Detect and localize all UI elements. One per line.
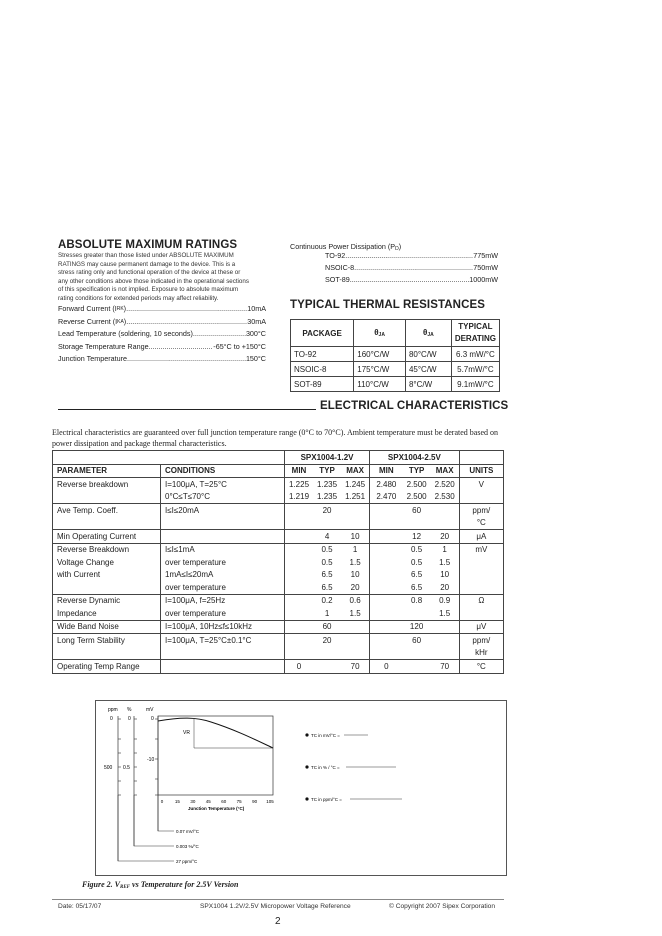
caption-text: Figure 2. V — [82, 880, 121, 889]
value-cell — [285, 569, 314, 582]
tick-pct-05: 0.5 — [123, 765, 130, 771]
parameter-cell: with Current — [57, 570, 101, 580]
value-cell — [313, 660, 341, 674]
rating-label: Reverse Current (I — [58, 316, 118, 326]
thermal-row — [291, 347, 500, 362]
value-cell: 1.5 — [349, 608, 361, 618]
value-cell: 70 — [341, 660, 370, 674]
value-cell: 1.235 — [317, 492, 338, 502]
rating-row — [58, 316, 266, 329]
value-cell — [370, 556, 403, 569]
value-cell — [370, 569, 403, 582]
abs-max-note — [58, 252, 278, 304]
parameter-cell: Operating Temp Range — [53, 660, 161, 674]
value-cell: 1.5 — [439, 608, 451, 618]
value-cell — [341, 504, 370, 517]
rating-sub: RK — [116, 306, 124, 312]
value-cell: 0.5 — [321, 557, 333, 567]
power-title-text: Continuous Power Dissipation (P — [290, 242, 396, 251]
figure-svg — [96, 701, 506, 875]
x-tick-label: 0 — [160, 799, 164, 804]
footer-copyright: © Copyright 2007 Sipex Corporation — [389, 903, 496, 910]
legend-pct: 0.003 %/°C — [176, 844, 199, 849]
note-line: of this specification is not implied. Exposure to absolute maximum — [58, 286, 239, 294]
value-cell — [285, 504, 314, 517]
legend-mv: 0.07 mV/°C — [176, 829, 200, 834]
parameter-cell — [53, 647, 161, 660]
parameter-cell: Reverse Dynamic — [53, 594, 161, 607]
tick-mv-0: 0 — [151, 716, 154, 722]
header-min: MIN — [285, 464, 314, 478]
x-tick-label: 105 — [266, 799, 274, 804]
value-cell: 0.9 — [431, 594, 460, 607]
value-cell: 1.5 — [439, 557, 451, 567]
tick-ppm-0: 0 — [110, 716, 113, 722]
x-tick-label: 30 — [190, 799, 196, 804]
equation-ppm: TC in ppm/°C = — [311, 797, 342, 802]
unit-cell: ppm/ — [459, 634, 503, 647]
rating-value: 300°C — [245, 329, 266, 338]
tick-pct-0: 0 — [128, 716, 131, 722]
thermal-title: TYPICAL THERMAL RESISTANCES — [290, 299, 486, 311]
electrical-row — [53, 647, 504, 660]
value-cell: 70 — [431, 660, 460, 674]
group-header-25v: SPX1004-2.5V — [370, 451, 460, 465]
thermal-header-row — [291, 320, 500, 347]
value-cell: 1 — [341, 543, 370, 556]
value-cell: 60 — [403, 504, 431, 517]
theta-symbol: θ — [423, 328, 428, 337]
value-cell — [285, 647, 314, 660]
value-cell: 20 — [313, 504, 341, 517]
power-row — [325, 250, 498, 262]
value-cell — [370, 504, 403, 517]
value-cell: 20 — [313, 634, 341, 647]
thermal-cell: 9.1mW/°C — [451, 377, 499, 392]
parameter-cell — [53, 581, 161, 594]
parameter-cell: Voltage Change — [57, 557, 114, 567]
electrical-row — [53, 594, 504, 607]
condition-cell: 1mA≤I≤20mA — [161, 569, 285, 582]
group-row — [53, 451, 504, 465]
note-line: stress rating only and functional operation of the device at these or — [58, 269, 241, 277]
value-cell: 10 — [341, 530, 370, 544]
value-cell: 20 — [431, 530, 460, 544]
x-ticks — [161, 799, 275, 804]
unit-mv: mV — [146, 707, 154, 713]
power-value: 1000mW — [469, 275, 498, 284]
condition-cell — [161, 530, 285, 544]
electrical-row — [53, 660, 504, 674]
rating-value: 30mA — [247, 316, 266, 326]
header-units: UNITS — [459, 464, 503, 478]
unit-cell — [459, 556, 503, 569]
header-conditions: CONDITIONS — [161, 464, 285, 478]
footer-product: SPX1004 1.2V/2.5V Micropower Voltage Reference — [200, 903, 351, 910]
value-cell: 120 — [403, 620, 431, 634]
figure-caption — [82, 880, 239, 890]
electrical-row — [53, 478, 504, 491]
parameter-cell: Long Term Stability — [53, 634, 161, 647]
bullet-icon — [305, 797, 308, 800]
value-cell: 1.251 — [345, 492, 366, 502]
header-typ: TYP — [403, 464, 431, 478]
x-tick-label: 75 — [236, 799, 242, 804]
value-cell: 0.5 — [403, 543, 431, 556]
value-cell — [403, 517, 431, 530]
value-cell — [370, 530, 403, 544]
unit-cell — [459, 569, 503, 582]
bullet-icon — [305, 765, 308, 768]
x-tick-label: 15 — [174, 799, 180, 804]
rating-label: Storage Temperature Range — [58, 341, 149, 351]
value-cell — [403, 607, 431, 620]
power-list — [325, 250, 498, 286]
x-axis-label: Junction Temperature (°C) — [188, 806, 245, 811]
value-cell — [285, 607, 314, 620]
value-cell — [403, 660, 431, 674]
value-cell — [370, 594, 403, 607]
value-cell — [285, 543, 314, 556]
value-cell: 1 — [324, 608, 330, 618]
note-line: rating conditions for extended periods may affect reliability. — [58, 294, 219, 302]
thermal-header-package: PACKAGE — [291, 320, 354, 347]
value-cell: 0.5 — [313, 543, 341, 556]
value-cell — [285, 556, 314, 569]
figure-frame — [95, 700, 507, 876]
value-cell: 0 — [370, 660, 403, 674]
header-typ: TYP — [313, 464, 341, 478]
value-cell — [370, 581, 403, 594]
electrical-row — [53, 581, 504, 594]
parameter-cell: Reverse breakdown — [53, 478, 161, 491]
value-cell: 0.8 — [403, 594, 431, 607]
thermal-table — [290, 319, 500, 392]
condition-cell: I≤I≤20mA — [161, 504, 285, 517]
unit-cell: mV — [459, 543, 503, 556]
unit-cell — [459, 607, 503, 620]
rating-label-end: ) — [123, 304, 127, 313]
rating-label: Lead Temperature (soldering, 10 seconds) — [58, 329, 193, 338]
unit-pct: % — [127, 707, 132, 713]
x-tick-label: 60 — [221, 799, 227, 804]
electrical-table — [52, 450, 504, 674]
parameter-cell: Wide Band Noise — [53, 620, 161, 634]
unit-cell: V — [459, 478, 503, 491]
abs-max-list — [58, 303, 266, 366]
vref-curve — [158, 718, 273, 748]
thermal-row — [291, 362, 500, 377]
value-cell: 10 — [350, 570, 360, 580]
value-cell — [313, 647, 341, 660]
electrical-row — [53, 634, 504, 647]
value-cell: 0 — [285, 660, 314, 674]
value-cell: 6.5 — [321, 582, 333, 592]
rating-label: Junction Temperature — [58, 354, 127, 363]
thermal-cell: 5.7mW/°C — [451, 362, 499, 377]
unit-cell: μV — [459, 620, 503, 634]
bullet-icon — [305, 733, 308, 736]
value-cell — [341, 517, 370, 530]
electrical-title: ELECTRICAL CHARACTERISTICS — [320, 400, 509, 412]
value-cell — [285, 634, 314, 647]
value-cell: 20 — [440, 582, 450, 592]
unit-cell: μA — [459, 530, 503, 544]
value-cell — [370, 607, 403, 620]
unit-cell: kHr — [459, 647, 503, 660]
value-cell — [431, 634, 460, 647]
parameter-cell: Ave Temp. Coeff. — [53, 504, 161, 517]
value-cell: 20 — [350, 582, 360, 592]
power-row — [325, 262, 498, 274]
rating-label-end: ) — [123, 316, 127, 326]
condition-cell: I=100μA, 10Hz≤f≤10kHz — [161, 620, 285, 634]
power-title-sub: D — [395, 246, 399, 252]
value-cell — [285, 517, 314, 530]
plot-area — [158, 716, 273, 795]
condition-cell: I=100μA, f=25Hz — [161, 594, 285, 607]
value-cell — [285, 530, 314, 544]
value-cell — [370, 517, 403, 530]
power-pkg: TO-92 — [325, 251, 346, 260]
thermal-cell: 160°C/W — [354, 347, 406, 362]
electrical-row — [53, 543, 504, 556]
value-cell — [370, 647, 403, 660]
note-line: Stresses greater than those listed under ABSOLUTE MAXIMUM — [58, 252, 234, 259]
condition-cell: I=100μA, T=25°C — [161, 478, 285, 491]
thermal-header-derating — [451, 320, 499, 347]
condition-cell: I=100μA, T=25°C±0.1°C — [161, 634, 285, 647]
thermal-cell: 6.3 mW/°C — [451, 347, 499, 362]
thermal-row — [291, 377, 500, 392]
value-cell: 2.500 — [406, 492, 427, 502]
value-cell: 12 — [403, 530, 431, 544]
tick-mv-10: -10 — [147, 757, 155, 763]
thermal-cell: 8°C/W — [405, 377, 451, 392]
value-cell — [285, 594, 314, 607]
condition-cell: over temperature — [161, 556, 285, 569]
header-max: MAX — [431, 464, 460, 478]
group-header-12v: SPX1004-1.2V — [285, 451, 370, 465]
derating-line: DERATING — [454, 334, 496, 343]
value-cell — [313, 517, 341, 530]
value-cell: 60 — [403, 634, 431, 647]
value-cell — [431, 504, 460, 517]
tick-ppm-500: 500 — [104, 765, 113, 771]
value-cell — [341, 634, 370, 647]
value-cell: 1.235 — [313, 478, 341, 491]
header-min: MIN — [370, 464, 403, 478]
value-cell: 0.5 — [411, 557, 423, 567]
value-cell — [403, 647, 431, 660]
caption-sub: REF — [120, 885, 131, 890]
value-cell: 0.2 — [313, 594, 341, 607]
leader-pct — [134, 795, 174, 846]
header-row — [53, 464, 504, 478]
electrical-intro: Electrical characteristics are guaranteed over full junction temperature range (0°C to 70°C). Ambient temperature must be derated based on power dissipation and package thermal characteristics. — [52, 428, 498, 448]
electrical-row — [53, 517, 504, 530]
electrical-row — [53, 491, 504, 504]
power-title-end: ) — [398, 242, 402, 251]
value-cell — [370, 620, 403, 634]
value-cell: 2.500 — [403, 478, 431, 491]
condition-cell: over temperature — [161, 581, 285, 594]
thermal-cell: 45°C/W — [405, 362, 451, 377]
condition-cell: over temperature — [161, 607, 285, 620]
equation-mv: TC in mV/°C = — [311, 733, 340, 738]
value-cell: 2.470 — [370, 491, 403, 504]
thermal-cell: 110°C/W — [354, 377, 406, 392]
x-tick-label: 45 — [205, 799, 211, 804]
parameter-cell — [53, 517, 161, 530]
power-value: 775mW — [473, 251, 498, 260]
value-cell — [431, 517, 460, 530]
power-pkg: SOT-89 — [325, 275, 350, 284]
value-cell: 1 — [431, 543, 460, 556]
unit-cell: °C — [459, 517, 503, 530]
value-cell: 4 — [313, 530, 341, 544]
condition-cell: 0°C≤T≤70°C — [161, 491, 285, 504]
parameter-cell: Min Operating Current — [53, 530, 161, 544]
electrical-row — [53, 504, 504, 517]
thermal-header-theta-ja-2 — [405, 320, 451, 347]
value-cell: 60 — [313, 620, 341, 634]
value-cell — [370, 543, 403, 556]
unit-cell — [459, 491, 503, 504]
rating-row — [58, 328, 266, 341]
power-pkg: NSOIC-8 — [325, 263, 355, 272]
unit-cell: °C — [459, 660, 503, 674]
value-cell — [431, 647, 460, 660]
value-cell: 2.530 — [434, 492, 455, 502]
power-value: 750mW — [473, 263, 498, 272]
value-cell: 0.6 — [341, 594, 370, 607]
value-cell: 6.5 — [411, 570, 423, 580]
parameter-cell — [53, 491, 161, 504]
rating-row — [58, 303, 266, 316]
electrical-row — [53, 530, 504, 544]
power-row — [325, 274, 498, 286]
value-cell: 1.5 — [349, 557, 361, 567]
x-tick-label: 90 — [252, 799, 258, 804]
value-cell — [341, 647, 370, 660]
unit-ppm: ppm — [108, 707, 118, 713]
equation-pct: TC in % / °C = — [311, 765, 340, 770]
rating-row — [58, 353, 266, 366]
section-rule — [58, 409, 316, 410]
value-cell — [285, 581, 314, 594]
value-cell: 1.225 — [285, 478, 314, 491]
footer-rule — [52, 899, 504, 900]
rating-sub: KA — [117, 318, 124, 325]
vr-label: VR — [183, 730, 190, 736]
theta-sub: JA — [427, 332, 434, 338]
thermal-cell: 80°C/W — [405, 347, 451, 362]
leader-ppm — [118, 795, 174, 861]
rating-value: 10mA — [247, 304, 266, 313]
value-cell: 10 — [440, 570, 450, 580]
electrical-row — [53, 620, 504, 634]
electrical-row — [53, 556, 504, 569]
header-max: MAX — [341, 464, 370, 478]
condition-cell — [161, 517, 285, 530]
value-cell: 6.5 — [321, 570, 333, 580]
derating-line: TYPICAL — [458, 322, 493, 331]
unit-cell — [459, 581, 503, 594]
value-cell: 6.5 — [411, 582, 423, 592]
header-parameter: PARAMETER — [53, 464, 161, 478]
electrical-row — [53, 607, 504, 620]
caption-end: vs Temperature for 2.5V Version — [130, 880, 239, 889]
value-cell — [341, 620, 370, 634]
parameter-cell: Impedance — [57, 608, 97, 618]
value-cell: 2.520 — [431, 478, 460, 491]
rating-label: Forward Current (I — [58, 304, 117, 313]
theta-symbol: θ — [374, 328, 379, 337]
thermal-cell: TO-92 — [291, 347, 354, 362]
condition-cell — [161, 660, 285, 674]
thermal-header-theta-ja — [354, 320, 406, 347]
value-cell: 1.245 — [341, 478, 370, 491]
value-cell — [370, 634, 403, 647]
page-number: 2 — [275, 916, 281, 927]
rating-value: -65°C to +150°C — [213, 341, 266, 351]
note-line: any other conditions above those indicated in the operational sections — [58, 277, 249, 285]
value-cell — [431, 620, 460, 634]
thermal-cell: SOT-89 — [291, 377, 354, 392]
note-line: RATINGS may cause permanent damage to the device. This is a — [58, 260, 236, 268]
rating-row — [58, 341, 266, 354]
thermal-cell: NSOIC-8 — [291, 362, 354, 377]
electrical-row — [53, 569, 504, 582]
theta-sub: JA — [378, 332, 385, 338]
value-cell — [285, 620, 314, 634]
condition-cell — [161, 647, 285, 660]
unit-cell: Ω — [459, 594, 503, 607]
legend-ppm: 27 ppm/°C — [176, 859, 198, 864]
thermal-cell: 175°C/W — [354, 362, 406, 377]
parameter-cell: Reverse Breakdown — [53, 543, 161, 556]
condition-cell: I≤I≤1mA — [161, 543, 285, 556]
unit-cell: ppm/ — [459, 504, 503, 517]
value-cell: 2.480 — [370, 478, 403, 491]
footer-date: Date: 05/17/07 — [58, 903, 102, 910]
rating-value: 150°C — [245, 354, 266, 363]
abs-max-title: ABSOLUTE MAXIMUM RATINGS — [58, 239, 238, 251]
value-cell: 1.219 — [285, 491, 314, 504]
